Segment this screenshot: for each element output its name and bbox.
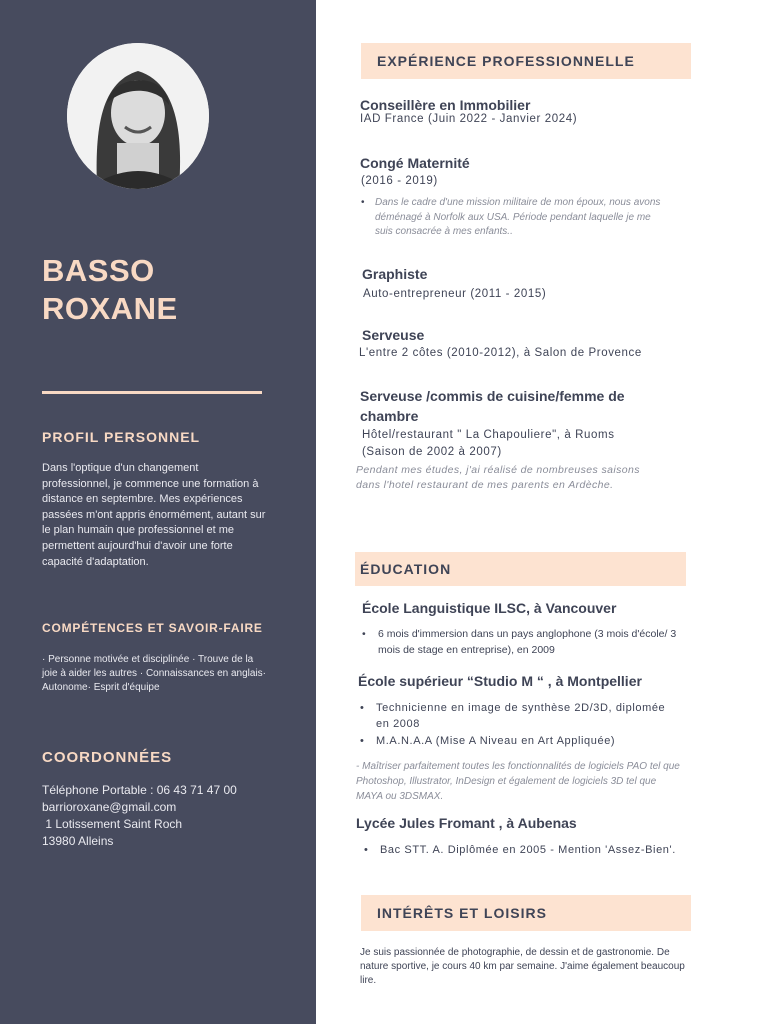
city: 13980 Alleins bbox=[42, 834, 114, 848]
job-subtitle: Auto-entrepreneur (2011 - 2015) bbox=[363, 288, 547, 300]
address-line: 1 Lotissement Saint Roch bbox=[42, 817, 183, 831]
school-bullet bbox=[360, 733, 680, 749]
school-note: - Maîtriser parfaitement toutes les fonctionnalités de logiciels PAO tel que Photoshop, Illustrator, InDesign et également de logiciels 3D tel que MAYA ou 3DSMAX. bbox=[356, 761, 680, 802]
bullet-dot: • bbox=[362, 628, 366, 640]
competences-heading: COMPÉTENCES ET SAVOIR-FAIRE bbox=[42, 621, 263, 635]
job-title: Congé Maternité bbox=[360, 155, 470, 171]
bullet-dot: • bbox=[360, 735, 365, 747]
interests-heading: INTÉRÊTS ET LOISIRS bbox=[361, 895, 691, 931]
job-title: Serveuse /commis de cuisine/femme de bbox=[360, 388, 625, 404]
interests-text: Je suis passionnée de photographie, de dessin et de gastronomie. De nature sportive, je cours 40 km par semaine. J'aime également beaucoup lire. bbox=[360, 947, 685, 986]
competences-text: · Personne motivée et disciplinée · Trouve de la joie à aider les autres · Connaissances en anglais· Autonome· Esprit d'équipe bbox=[42, 654, 267, 693]
coordonnees-heading: COORDONNÉES bbox=[42, 749, 173, 766]
school-bullet bbox=[364, 842, 694, 858]
profil-heading: PROFIL PERSONNEL bbox=[42, 429, 201, 445]
phone: Téléphone Portable : 06 43 71 47 00 bbox=[42, 783, 237, 797]
school-title: Lycée Jules Fromant , à Aubenas bbox=[356, 815, 577, 831]
job-title: Graphiste bbox=[362, 266, 428, 282]
job-subtitle: IAD France (Juin 2022 - Janvier 2024) bbox=[360, 113, 578, 125]
job-title-cont: chambre bbox=[360, 408, 419, 424]
profile-photo bbox=[67, 43, 209, 189]
experience-heading: EXPÉRIENCE PROFESSIONNELLE bbox=[361, 43, 691, 79]
name-line-1: BASSO bbox=[42, 253, 155, 288]
profil-text: Dans l'optique d'un changement professionnel, je commence une formation à distance en septembre. Mes expériences passées m'ont appris énormément, autant sur le plan humain que professionnel et me permettent aujourd'hui d'avoir une forte capacité d'adaptation. bbox=[42, 462, 266, 568]
job-subtitle: Hôtel/restaurant " La Chapouliere", à Ruoms bbox=[362, 429, 615, 441]
sidebar bbox=[0, 0, 316, 1024]
school-bullet bbox=[360, 700, 680, 732]
job-bullet-text: Dans le cadre d'une mission militaire de mon époux, nous avons déménagé à Norfolk aux USA. Période pendant laquelle je me suis consacrée à mes enfants.. bbox=[375, 197, 661, 238]
education-heading: ÉDUCATION bbox=[355, 552, 686, 586]
job-subtitle: L'entre 2 côtes (2010-2012), à Salon de Provence bbox=[359, 347, 642, 359]
bullet-dot: • bbox=[364, 844, 369, 856]
email: barrioroxane@gmail.com bbox=[42, 800, 177, 814]
school-title: École supérieur “Studio M “ , à Montpellier bbox=[358, 673, 642, 689]
contact-details bbox=[42, 782, 292, 850]
candidate-name bbox=[42, 252, 292, 328]
job-subtitle-cont: (Saison de 2002 à 2007) bbox=[362, 446, 502, 458]
job-bullet bbox=[361, 196, 671, 240]
name-line-2: ROXANE bbox=[42, 291, 178, 326]
school-bullet-text: M.A.N.A.A (Mise A Niveau en Art Appliquée) bbox=[376, 735, 616, 747]
job-title: Serveuse bbox=[362, 327, 425, 343]
school-title: École Languistique ILSC, à Vancouver bbox=[362, 600, 617, 616]
job-subtitle: (2016 - 2019) bbox=[361, 175, 438, 187]
school-bullet-text: Technicienne en image de synthèse 2D/3D, diplomée en 2008 bbox=[376, 702, 666, 730]
job-note: Pendant mes études, j'ai réalisé de nombreuses saisons dans l'hotel restaurant de mes parents en Ardèche. bbox=[356, 464, 640, 491]
job-title: Conseillère en Immobilier bbox=[360, 97, 531, 113]
bullet-dot: • bbox=[361, 197, 365, 208]
school-bullet bbox=[362, 627, 682, 658]
school-bullet-text: 6 mois d'immersion dans un pays anglophone (3 mois d'école/ 3 mois de stage en entreprise), en 2009 bbox=[378, 628, 677, 656]
divider bbox=[42, 391, 262, 394]
school-bullet-text: Bac STT. A. Diplômée en 2005 - Mention 'Assez-Bien'. bbox=[380, 844, 676, 856]
bullet-dot: • bbox=[360, 702, 365, 714]
